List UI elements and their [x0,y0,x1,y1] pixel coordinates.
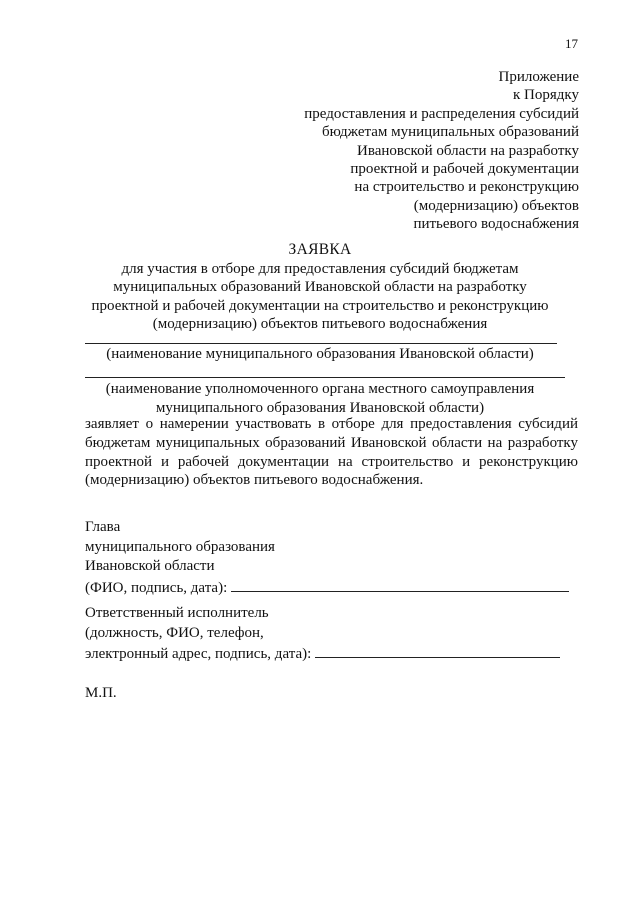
subtitle-line: муниципальных образований Ивановской области на разработку [113,279,527,295]
document-title: ЗАЯВКА [288,241,352,258]
executor-signature-field[interactable] [315,643,560,658]
authority-caption-line: муниципального образования Ивановской области) [155,399,485,416]
appendix-line: на строительство и реконструкцию [354,179,579,196]
head-title-line: Ивановской области [85,558,215,574]
declaration-line: бюджетам муниципальных образований Ивановской области на разработку [85,434,578,451]
appendix-line: Ивановской области на разработку [357,142,579,159]
executor-signature-row [85,643,560,665]
head-signature-label: (ФИО, подпись, дата): [85,579,228,596]
declaration-paragraph [85,415,578,490]
executor-title-line: (должность, ФИО, телефон, [85,624,264,641]
municipality-caption-text: (наименование муниципального образования Ивановской области) [106,346,534,362]
municipality-blank-line [85,343,557,344]
subtitle-line: для участия в отборе для предоставления субсидий бюджетам [121,260,519,277]
municipality-caption [0,345,640,364]
declaration-line: заявляет о намерении участвовать в отборе для предоставления субсидий [85,416,578,432]
appendix-line: (модернизацию) объектов [413,197,579,214]
subtitle-line: (модернизацию) объектов питьевого водоснабжения [152,316,488,332]
authority-blank-line [85,377,565,378]
executor-signature-label: электронный адрес, подпись, дата): [85,646,312,662]
appendix-line: питьевого водоснабжения [413,216,579,233]
head-signature-block [85,518,569,598]
title-block [0,241,640,334]
appendix-line: бюджетам муниципальных образований [321,124,579,141]
executor-signature-block [85,604,560,665]
head-signature-field[interactable] [231,577,569,592]
authority-caption [0,380,640,417]
head-title-line: Глава [85,519,121,535]
appendix-line: к Порядку [513,87,579,104]
head-signature-row [85,577,569,599]
subtitle-line: проектной и рабочей документации на строительство и реконструкцию [91,297,549,314]
head-title-line: муниципального образования [85,538,275,555]
declaration-line: (модернизацию) объектов питьевого водоснабжения. [85,472,424,489]
appendix-line: проектной и рабочей документации [350,161,579,178]
appendix-header [304,68,579,234]
stamp-place: М.П. [85,685,117,701]
executor-title-line: Ответственный исполнитель [85,605,269,621]
page-number: 17 [565,36,578,51]
appendix-line: Приложение [498,69,579,85]
declaration-line: проектной и рабочей документации на строительство и реконструкцию [85,453,578,470]
appendix-line: предоставления и распределения субсидий [304,105,579,122]
authority-caption-line: (наименование уполномоченного органа местного самоуправления [105,381,535,397]
